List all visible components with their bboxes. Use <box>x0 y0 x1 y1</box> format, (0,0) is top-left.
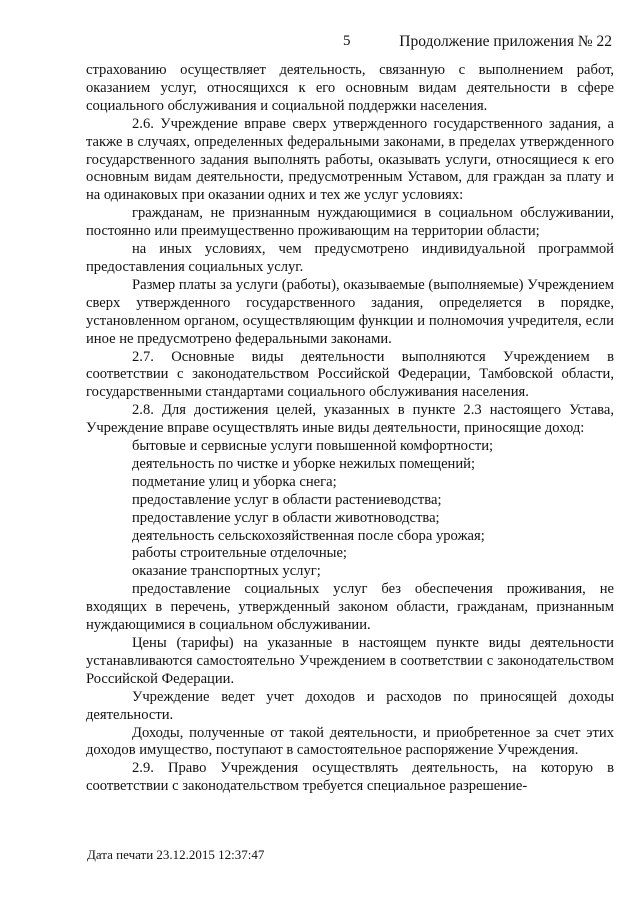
paragraph: 2.9. Право Учреждения осуществлять деятельность, на которую в соответствии с законодательством требуется специальное разрешение- <box>86 760 614 795</box>
paragraph: 2.7. Основные виды деятельности выполняются Учреждением в соответствии с законодательством Российской Федерации, Тамбовской области, государственными стандартами социального обслуживания населения. <box>86 348 614 401</box>
paragraph: на иных условиях, чем предусмотрено индивидуальной программой предоставления социальных услуг. <box>86 241 614 275</box>
list-item: бытовые и сервисные услуги повышенной комфортности; <box>132 438 494 455</box>
paragraph: Цены (тарифы) на указанные в настоящем пункте виды деятельности устанавливаются самостоятельно Учреждением в соответствии с законодательством Российской Федерации. <box>86 635 614 687</box>
paragraph: Размер платы за услуги (работы), оказываемые (выполняемые) Учреждением сверх утвержденного государственного задания, определяется в порядке, установленном органом, осуществляющим функции и полномочия учредителя, если иное не предусмотрено федеральными законами. <box>86 276 614 347</box>
list-item: предоставление социальных услуг без обеспечения проживания, не входящих в перечень, утвержденный законом области, гражданам, признанным нуждающимися в социальном обслуживании. <box>86 581 614 634</box>
list-item: работы строительные отделочные; <box>132 545 347 562</box>
paragraph: страхованию осуществляет деятельность, связанную с выполнением работ, оказанием услуг, относящихся к его основным видам деятельности в сфере социального обслуживания и социальной поддержки населения. <box>86 62 614 114</box>
list-item: подметание улиц и уборка снега; <box>132 473 337 490</box>
paragraph: 2.8. Для достижения целей, указанных в пункте 2.3 настоящего Устава, Учреждение вправе осуществлять иные виды деятельности, приносящие доход: <box>86 402 614 437</box>
paragraph: Учреждение ведет учет доходов и расходов по приносящей доходы деятельности. <box>86 688 614 723</box>
paragraph: Доходы, полученные от такой деятельности, и приобретенное за счет этих доходов имущество, поступают в самостоятельное распоряжение Учреждения. <box>86 724 614 759</box>
list-item: оказание транспортных услуг; <box>132 563 321 580</box>
paragraph: гражданам, не признанным нуждающимися в социальном обслуживании, постоянно или преимущественно проживающим на территории области; <box>86 205 614 240</box>
list-item: деятельность сельскохозяйственная после сбора урожая; <box>132 527 485 544</box>
print-date-footer: Дата печати 23.12.2015 12:37:47 <box>87 847 265 862</box>
list-item: предоставление услуг в области животноводства; <box>132 509 440 526</box>
page-number: 5 <box>343 33 351 49</box>
appendix-continuation-header: Продолжение приложения № 22 <box>399 33 612 50</box>
list-item: предоставление услуг в области растениеводства; <box>132 491 442 508</box>
document-body <box>86 62 614 796</box>
list-item: деятельность по чистке и уборке нежилых помещений; <box>132 455 476 472</box>
paragraph: 2.6. Учреждение вправе сверх утвержденного государственного задания, а также в случаях, определенных федеральными законами, в пределах утвержденного государственного задания выполнять работы, оказывать услуги, относящиеся к его основным видам деятельности, предусмотренным Уставом, для граждан за плату и на одинаковых при оказании одних и тех же услуг условиях: <box>86 115 614 204</box>
